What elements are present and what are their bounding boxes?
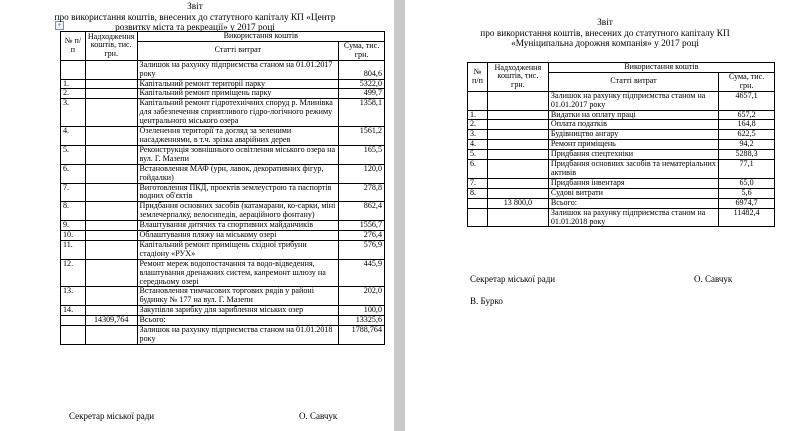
row-amount: 120,0 <box>339 164 385 183</box>
column-header-index: № п/п <box>61 32 86 61</box>
row-index: 11. <box>61 240 86 259</box>
report-1-title <box>40 2 350 34</box>
table-row <box>61 127 385 146</box>
row-index: 13. <box>61 287 86 306</box>
row-amount: 1358,1 <box>339 99 385 127</box>
row-amount: 5322,0 <box>339 79 385 89</box>
row-amount: 202,0 <box>339 287 385 306</box>
row-amount: 445,9 <box>339 259 385 287</box>
page-gap <box>394 0 405 431</box>
row-text: Капітальний ремонт гідротехнічних споруд р. Млинівка для забезпечення сприятливого гідро-логічного режиму центрального міського озера <box>137 99 339 127</box>
row-amount: 77,1 <box>719 160 775 179</box>
table-row <box>468 178 775 188</box>
table-row <box>468 140 775 150</box>
table-row <box>468 150 775 160</box>
total-amount: 6974,7 <box>719 198 775 208</box>
table-row <box>61 306 385 316</box>
row-text: Ремонт мереж водопостачання та водо-відведення, влаштування дренажних систем, капремонт шлюзу на середньому озері <box>137 259 339 287</box>
signature-name: О. Савчук <box>694 274 733 284</box>
column-header-index: № п/п <box>468 63 488 92</box>
row-amount: 499,7 <box>339 89 385 99</box>
row-index: 3. <box>61 99 86 127</box>
row-amount: 278,8 <box>339 183 385 202</box>
row-text: Влаштування дитячих та спортивних майданчиків <box>137 221 339 231</box>
table-row <box>61 183 385 202</box>
signature-position: Секретар міської ради <box>470 274 556 284</box>
column-header-received: Надходження коштів, тис. грн. <box>85 32 137 61</box>
row-index: 4. <box>61 127 86 146</box>
row-index: 6. <box>61 164 86 183</box>
row-text: Будівництво ангару <box>548 130 718 140</box>
column-header-usage: Використання коштів <box>137 32 384 42</box>
opening-balance-amount: 4657,1 <box>719 91 775 110</box>
closing-balance-amount: 1788,764 <box>339 326 385 345</box>
table-row <box>61 79 385 89</box>
row-index: 5. <box>61 145 86 164</box>
table-total-row <box>61 316 385 326</box>
signature-name: О. Савчук <box>299 411 338 421</box>
table-header-row <box>468 63 775 73</box>
row-index: 7. <box>61 183 86 202</box>
row-amount: 94,2 <box>719 140 775 150</box>
row-text: Встановлення тимчасових торгових рядів у районі будинку № 177 на вул. Г. Мазепи <box>137 287 339 306</box>
row-amount: 5,6 <box>719 188 775 198</box>
total-received: 14309,764 <box>85 316 137 326</box>
row-index: 1. <box>61 79 86 89</box>
row-index: 2. <box>468 120 488 130</box>
total-amount: 13325,6 <box>339 316 385 326</box>
table-move-handle-icon[interactable]: + <box>55 21 64 30</box>
row-index: 9. <box>61 221 86 231</box>
report-1-heading: Звіт <box>187 2 203 12</box>
row-amount: 5288,3 <box>719 150 775 160</box>
row-index: 12. <box>61 259 86 287</box>
row-amount: 164,8 <box>719 120 775 130</box>
row-index: 6. <box>468 160 488 179</box>
table-row <box>468 188 775 198</box>
row-text: Придбання основних засобів та нематеріальних активів <box>548 160 718 179</box>
row-text: Виготовлення ПКД, проектів землеустрою та паспортів водних об'єктів <box>137 183 339 202</box>
table-total-row <box>468 198 775 208</box>
table-row <box>61 287 385 306</box>
table-row <box>468 120 775 130</box>
signature-position: Секретар міської ради <box>69 411 155 421</box>
row-text: Оплата податків <box>548 120 718 130</box>
row-amount: 576,9 <box>339 240 385 259</box>
total-label: Всього: <box>137 316 339 326</box>
table-row <box>61 145 385 164</box>
report-2-heading: Звіт <box>597 18 613 28</box>
row-amount: 1561,2 <box>339 127 385 146</box>
row-amount: 100,0 <box>339 306 385 316</box>
table-row <box>468 130 775 140</box>
table-row <box>61 89 385 99</box>
row-text: Капітальний ремонт території парку <box>137 79 339 89</box>
document-page-1 <box>0 0 394 431</box>
opening-balance-text: Залишок на рахунку підприємства станом на 01.01.2017 року <box>548 91 718 110</box>
table-row <box>61 60 385 79</box>
table-row <box>468 110 775 120</box>
total-received: 13 800,0 <box>487 198 548 208</box>
row-index: 3. <box>468 130 488 140</box>
table-row <box>61 326 385 345</box>
column-header-amount: Сума, тис. грн. <box>719 72 775 91</box>
report-2-subtitle-line1: про використання коштів, внесених до статутного капіталу КП <box>480 28 730 39</box>
opening-balance-amount: 804,6 <box>339 60 385 79</box>
table-row <box>468 160 775 179</box>
column-header-received: Надходження коштів, тис. грн. <box>487 63 548 92</box>
closing-balance-amount: 11482,4 <box>719 208 775 227</box>
table-row <box>468 91 775 110</box>
row-text: Придбання інвентаря <box>548 178 718 188</box>
row-text: Встановлення МАФ (урн, лавок, декоративних фігур, гойдалки) <box>137 164 339 183</box>
table-row <box>61 221 385 231</box>
table-row <box>61 99 385 127</box>
row-text: Судові витрати <box>548 188 718 198</box>
table-row <box>61 164 385 183</box>
column-header-usage: Використання коштів <box>548 63 774 73</box>
row-text: Придбання спецтехніки <box>548 150 718 160</box>
report-2-title <box>455 18 755 50</box>
table-row <box>468 208 775 227</box>
report-2-table <box>467 62 775 227</box>
table-row <box>61 231 385 241</box>
table-row <box>61 202 385 221</box>
document-page-2 <box>405 0 800 431</box>
report-1-table <box>60 31 385 345</box>
row-text: Реконструкція зовнішнього освітлення міського озера на вул. Г. Мазепи <box>137 145 339 164</box>
row-index: 2. <box>61 89 86 99</box>
table-row <box>61 240 385 259</box>
report-1-subtitle-line1: про використання коштів, внесених до статутного капіталу КП «Центр <box>54 12 336 23</box>
row-index: 5. <box>468 150 488 160</box>
total-label: Всього: <box>548 198 718 208</box>
row-text: Капітальний ремонт приміщень східної трибуни стадіону «РУХ» <box>137 240 339 259</box>
row-amount: 165,5 <box>339 145 385 164</box>
row-amount: 862,4 <box>339 202 385 221</box>
row-index: 1. <box>468 110 488 120</box>
row-text: Придбання основних засобів (катамарани, ко-сарки, міні землечерпалку, велосипедів, аераційного фонтану) <box>137 202 339 221</box>
row-amount: 276,4 <box>339 231 385 241</box>
row-text: Озеленення території та догляд за зеленими насадженнями, в т.ч. зрізка аварійних дерев <box>137 127 339 146</box>
opening-balance-text: Залишок на рахунку підприємства станом на 01.01.2017 року <box>137 60 339 79</box>
row-amount: 622,5 <box>719 130 775 140</box>
row-index: 8. <box>468 188 488 198</box>
row-amount: 65,0 <box>719 178 775 188</box>
row-index: 14. <box>61 306 86 316</box>
column-header-items: Статті витрат <box>137 41 339 60</box>
closing-balance-text: Залишок на рахунку підприємства станом на 01.01.2018 року <box>548 208 718 227</box>
table-row <box>61 259 385 287</box>
row-text: Капітальний ремонт приміщень парку <box>137 89 339 99</box>
row-text: Ремонт приміщень <box>548 140 718 150</box>
column-header-items: Статті витрат <box>548 72 718 91</box>
row-amount: 657,2 <box>719 110 775 120</box>
row-text: Видатки на оплату праці <box>548 110 718 120</box>
column-header-amount: Сума, тис. грн. <box>339 41 385 60</box>
report-2-subtitle-line2: «Муніципальна дорожня компанія» у 2017 році <box>511 39 699 49</box>
row-index: 4. <box>468 140 488 150</box>
row-index: 10. <box>61 231 86 241</box>
row-text: Облаштування пляжу на міському озері <box>137 231 339 241</box>
row-amount: 1556,7 <box>339 221 385 231</box>
report-1-subtitle-line2: розвитку міста та рекреації» у 2017 році <box>115 23 275 33</box>
row-index: 7. <box>468 178 488 188</box>
signature-extra-name: В. Бурко <box>470 296 503 306</box>
table-header-row <box>61 32 385 42</box>
row-text: Закупівля зарибку для зариблення міських озер <box>137 306 339 316</box>
closing-balance-text: Залишок на рахунку підприємства станом на 01.01.2018 року <box>137 326 339 345</box>
row-index: 8. <box>61 202 86 221</box>
